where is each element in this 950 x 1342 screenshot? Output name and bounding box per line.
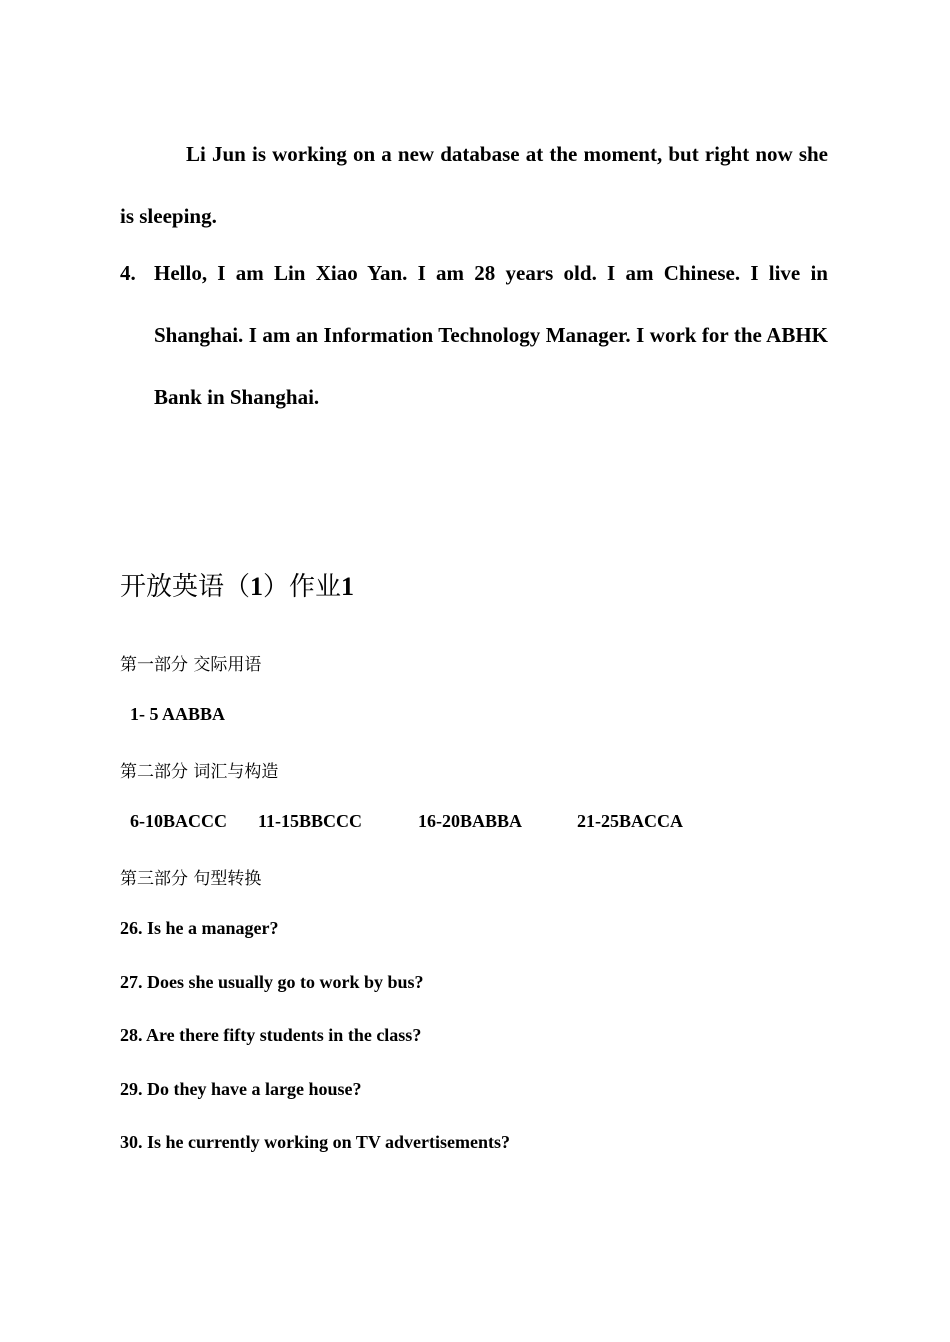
answer-group: 21-25BACCA xyxy=(577,811,683,831)
list-item-text: Hello, I am Lin Xiao Yan. I am 28 years old. I am Chinese. I live in Shanghai. I am an Information Technology Manager. I work for the ABHK Bank in Shanghai. xyxy=(154,261,828,409)
heading-suffix: ）作业 xyxy=(263,572,342,601)
part1-answers: 1- 5 AABBA xyxy=(130,704,226,724)
part2-answers xyxy=(0,811,950,835)
heading-prefix: 开放英语（ xyxy=(120,572,251,601)
list-item-4 xyxy=(120,242,828,428)
answer-group: 6-10BACCC xyxy=(130,811,227,831)
answer-group: 16-20BABBA xyxy=(418,811,523,831)
answer-line: 28. Are there fifty students in the class? xyxy=(120,1025,422,1045)
part3-title: 第三部分 句型转换 xyxy=(120,869,262,889)
answer-line: 26. Is he a manager? xyxy=(120,918,279,938)
answer-line: 29. Do they have a large house? xyxy=(120,1079,362,1099)
heading-number: 1 xyxy=(250,572,264,601)
heading-number-2: 1 xyxy=(341,572,355,601)
section-heading xyxy=(120,566,354,603)
answer-line: 30. Is he currently working on TV advertisements? xyxy=(120,1132,511,1152)
part2-title: 第二部分 词汇与构造 xyxy=(120,762,279,782)
part1-title: 第一部分 交际用语 xyxy=(120,655,262,675)
answer-group: 11-15BBCCC xyxy=(258,811,363,831)
answer-line: 27. Does she usually go to work by bus? xyxy=(120,972,424,992)
intro-paragraph: Li Jun is working on a new database at the moment, but right now she is sleeping. xyxy=(120,142,828,228)
list-number: 4. xyxy=(120,261,136,285)
